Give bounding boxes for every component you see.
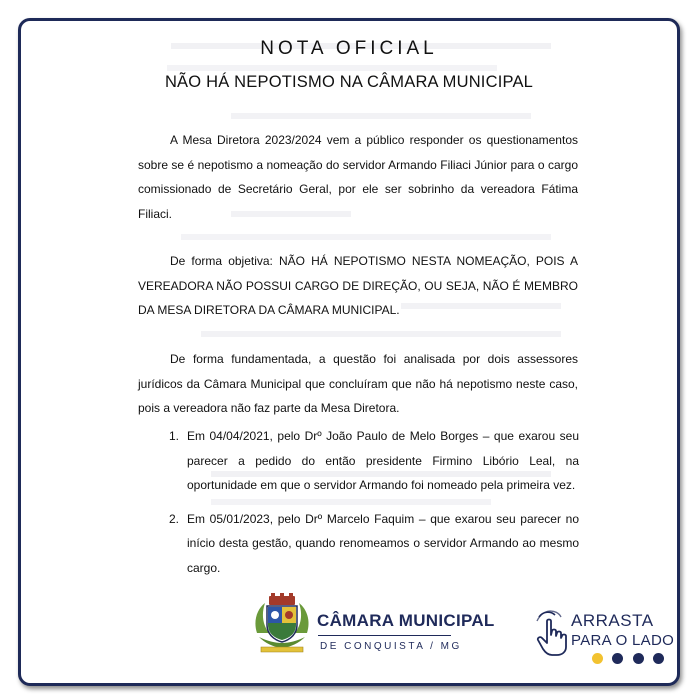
hand-swipe-icon	[535, 609, 569, 657]
brand-divider	[318, 635, 451, 636]
notice-title: NOTA OFICIAL	[260, 38, 438, 59]
carousel-dot	[653, 653, 664, 664]
brand-name: CÂMARA MUNICIPAL	[317, 611, 495, 630]
carousel-dot	[633, 653, 644, 664]
notice-subtitle: NÃO HÁ NEPOTISMO NA CÂMARA MUNICIPAL	[164, 73, 534, 91]
list-item	[169, 424, 579, 498]
list-item-text: Em 04/04/2021, pelo Drº João Paulo de Melo Borges – que exarou seu parecer a pedido do então presidente Firmino Libório Leal, na oportunidade em que o servidor Armando foi nomeado pela primeira vez.	[187, 429, 579, 492]
list-item	[169, 507, 579, 581]
list-item-number: 1.	[169, 429, 180, 443]
opinions-list	[169, 424, 579, 580]
municipal-coat-of-arms-icon	[251, 593, 313, 655]
swipe-hint-line1: ARRASTA	[571, 611, 654, 630]
list-item-text: Em 05/01/2023, pelo Drº Marcelo Faquim – que exarou seu parecer no início desta gestão, quando renomeamos o servidor Armando ao mesmo cargo.	[187, 511, 579, 575]
list-item-number: 2.	[169, 511, 180, 526]
swipe-hint-line2: PARA O LADO	[571, 632, 675, 649]
carousel-dots	[592, 651, 669, 663]
paragraph-intro: A Mesa Diretora 2023/2024 vem a público responder os questionamentos sobre se é nepotismo a nomeação do servidor Armando Filiaci Júnior para o cargo comissionado de Secretário Geral, por ele ser sobrinho da vereadora Fátima Filiaci.	[138, 133, 578, 221]
brand-location: DE CONQUISTA / MG	[320, 641, 462, 652]
carousel-dot-active	[592, 653, 603, 664]
paragraph-grounds: De forma fundamentada, a questão foi analisada por dois assessores jurídicos da Câmara Municipal que concluíram que não há nepotismo neste caso, pois a vereadora não faz parte da Mesa Diretora.	[138, 352, 578, 415]
paragraph-objective: De forma objetiva: NÃO HÁ NEPOTISMO NESTA NOMEAÇÃO, POIS A VEREADORA NÃO POSSUI CARGO DE DIREÇÃO, OU SEJA, NÃO É MEMBRO DA MESA DIRETORA DA CÂMARA MUNICIPAL.	[138, 254, 578, 317]
notice-card	[18, 18, 680, 686]
carousel-dot	[612, 653, 623, 664]
